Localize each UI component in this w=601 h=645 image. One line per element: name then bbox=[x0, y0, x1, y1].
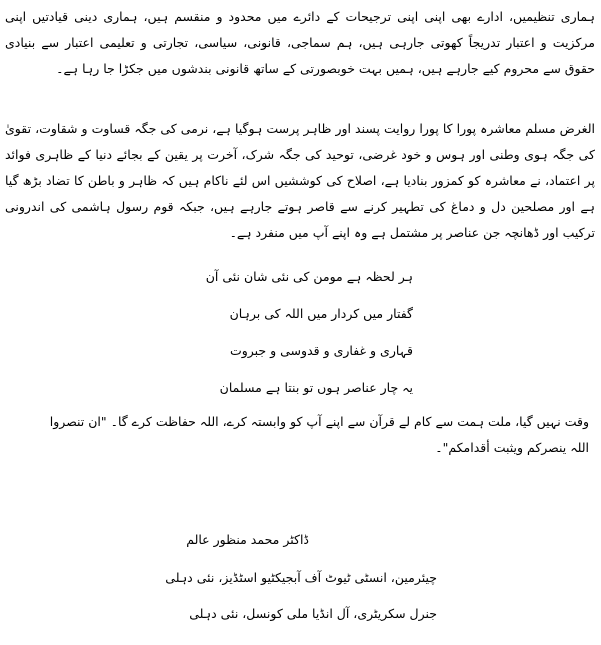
verse-line-1: ہر لحظہ ہے مومن کی نئی شان نئی آن bbox=[205, 269, 413, 284]
paragraph-intro: ہماری تنظیمیں، ادارے بھی اپنی اپنی ترجیحات کے دائرے میں محدود و منقسم ہیں، ہماری دینی قیادتیں اپنی مرکزیت و اعتبار تدریجاً کھوتی جارہی ہیں، ہم سماجی، قانونی، سیاسی، تجارتی و تعلیمی اعتبار سے بنیادی حقوق سے محروم کیے جارہے ہیں، ہمیں بہت خوبصورتی کے ساتھ قانونی بندشوں میں جکڑا جا رہا ہے۔ bbox=[5, 9, 595, 76]
paragraph-society: الغرض مسلم معاشرہ پورا کا پورا روایت پسند اور ظاہر پرست ہوگیا ہے، نرمی کی جگہ قساوت و شقاوت، تقویٰ کی جگہ ہوی وطنی اور ہوس و خود غرضی، توحید کی جگہ شرک، آخرت پر یقین کے بجائے دنیا کے ظاہری فوائد پر اعتماد، نے معاشرہ کو کمزور بنادیا ہے، اصلاح کی کوششیں اس لئے ناکام ہیں کہ ظاہر و باطن کا تضاد بڑھ گیا ہے اور مصلحین دل و دماغ کی تطہیر کرنے سے قاصر ہوتے جارہے ہیں، جبکہ قوم رسول ہاشمی کی اندرونی ترکیب اور ڈھانچہ جن عناصر پر مشتمل ہے وہ اپنے آپ میں منفرد ہے۔ bbox=[5, 121, 595, 240]
signature-role-chairman: چیئرمین، انسٹی ٹیوٹ آف آبجیکٹیو اسٹڈیز، نئی دہلی bbox=[165, 570, 437, 585]
paragraph-conclusion bbox=[4, 409, 589, 461]
conclusion-line-1: وقت نہیں گیا، ملت ہمت سے کام لے قرآن سے اپنے آپ کو وابستہ کرے، اللہ حفاظت کرے گا۔ "ان تنصروا bbox=[49, 414, 589, 429]
signature-role-secretary: جنرل سکریٹری، آل انڈیا ملی کونسل، نئی دہلی bbox=[189, 606, 437, 621]
verse-line-3: قہاری و غفاری و قدوسی و جبروت bbox=[229, 343, 413, 358]
signature-name: ڈاکٹر محمد منظور عالم bbox=[186, 532, 309, 547]
conclusion-line-2: اللہ ینصرکم ویثبت أقدامکم"۔ bbox=[435, 440, 589, 455]
verse-line-4: یہ چار عناصر ہوں تو بنتا ہے مسلمان bbox=[219, 380, 413, 395]
verse-line-2: گفتار میں کردار میں اللہ کی برہان bbox=[229, 306, 413, 321]
